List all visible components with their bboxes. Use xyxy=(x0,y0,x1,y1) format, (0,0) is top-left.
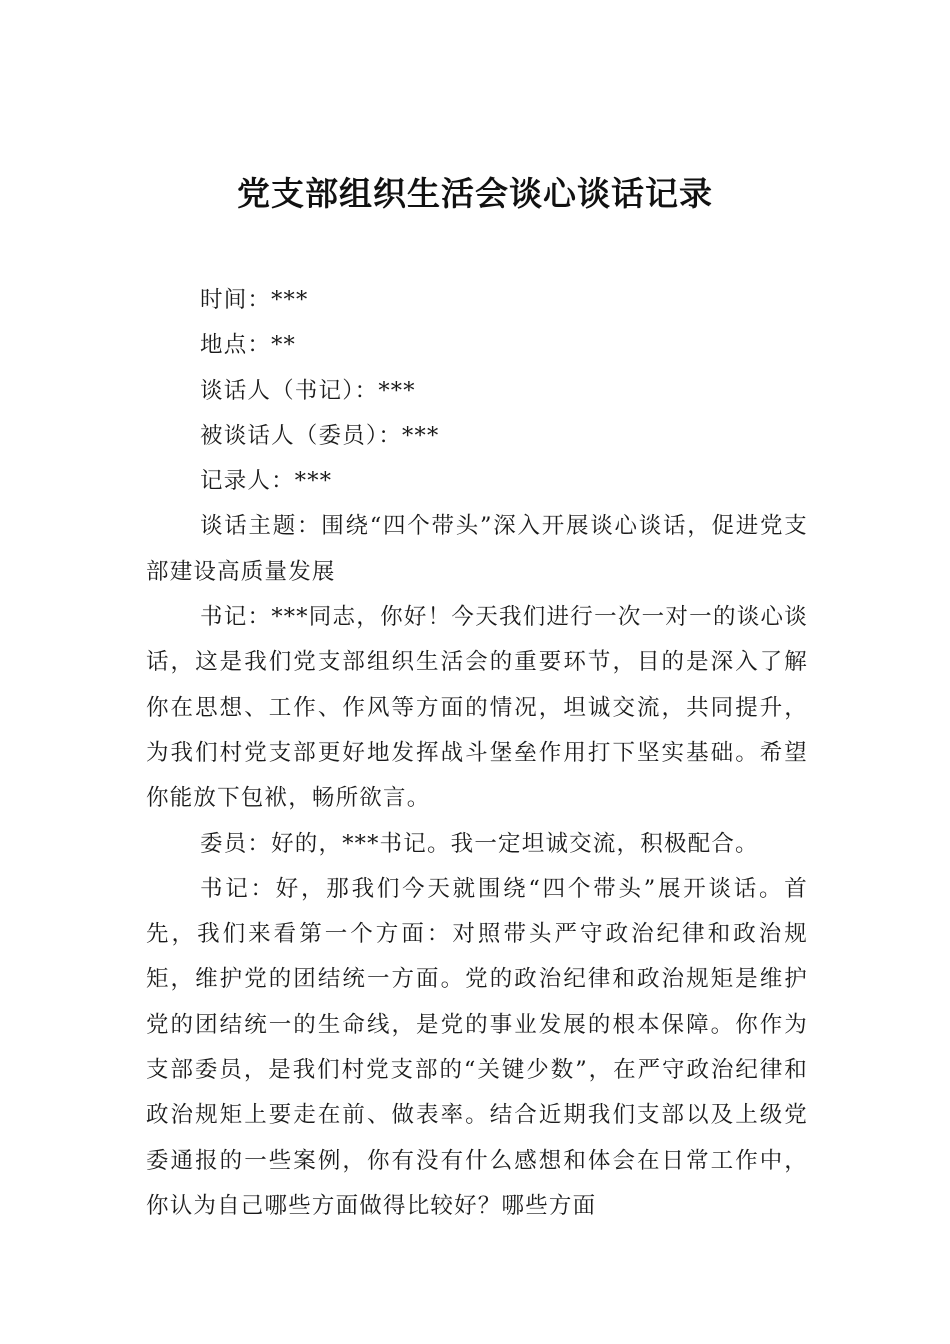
dialogue-paragraph: 委员：好的，***书记。我一定坦诚交流，积极配合。 xyxy=(200,830,759,857)
dialogue-paragraph: 书记：***同志，你好！今天我们进行一次一对一的谈心谈话，这是我们党支部组织生活会的重要环节，目的是深入了解你在思想、工作、作风等方面的情况，坦诚交流，共同提升，为我们村党支部更好地发挥战斗堡垒作用打下坚实基础。希望你能放下包袱，畅所欲言。 xyxy=(146,604,808,812)
meta-speaker: 谈话人（书记）：*** xyxy=(200,377,416,404)
meta-listener: 被谈话人（委员）：*** xyxy=(200,422,440,449)
meta-topic: 谈话主题：围绕“四个带头”深入开展谈心谈话，促进党支部建设高质量发展 xyxy=(146,513,808,585)
document-body xyxy=(146,278,808,1229)
dialogue-paragraph: 书记：好，那我们今天就围绕“四个带头”展开谈话。首先，我们来看第一个方面：对照带头严守政治纪律和政治规矩，维护党的团结统一方面。党的政治纪律和政治规矩是维护党的团结统一的生命线，是党的事业发展的根本保障。你作为支部委员，是我们村党支部的“关键少数”，在严守政治纪律和政治规矩上要走在前、做表率。结合近期我们支部以及上级党委通报的一些案例，你有没有什么感想和体会在日常工作中，你认为自己哪些方面做得比较好？哪些方面 xyxy=(146,875,808,1219)
document-title: 党支部组织生活会谈心谈话记录 xyxy=(237,174,713,213)
meta-time: 时间：*** xyxy=(200,287,309,313)
meta-place: 地点：** xyxy=(200,332,297,359)
meta-recorder: 记录人：*** xyxy=(200,468,333,495)
